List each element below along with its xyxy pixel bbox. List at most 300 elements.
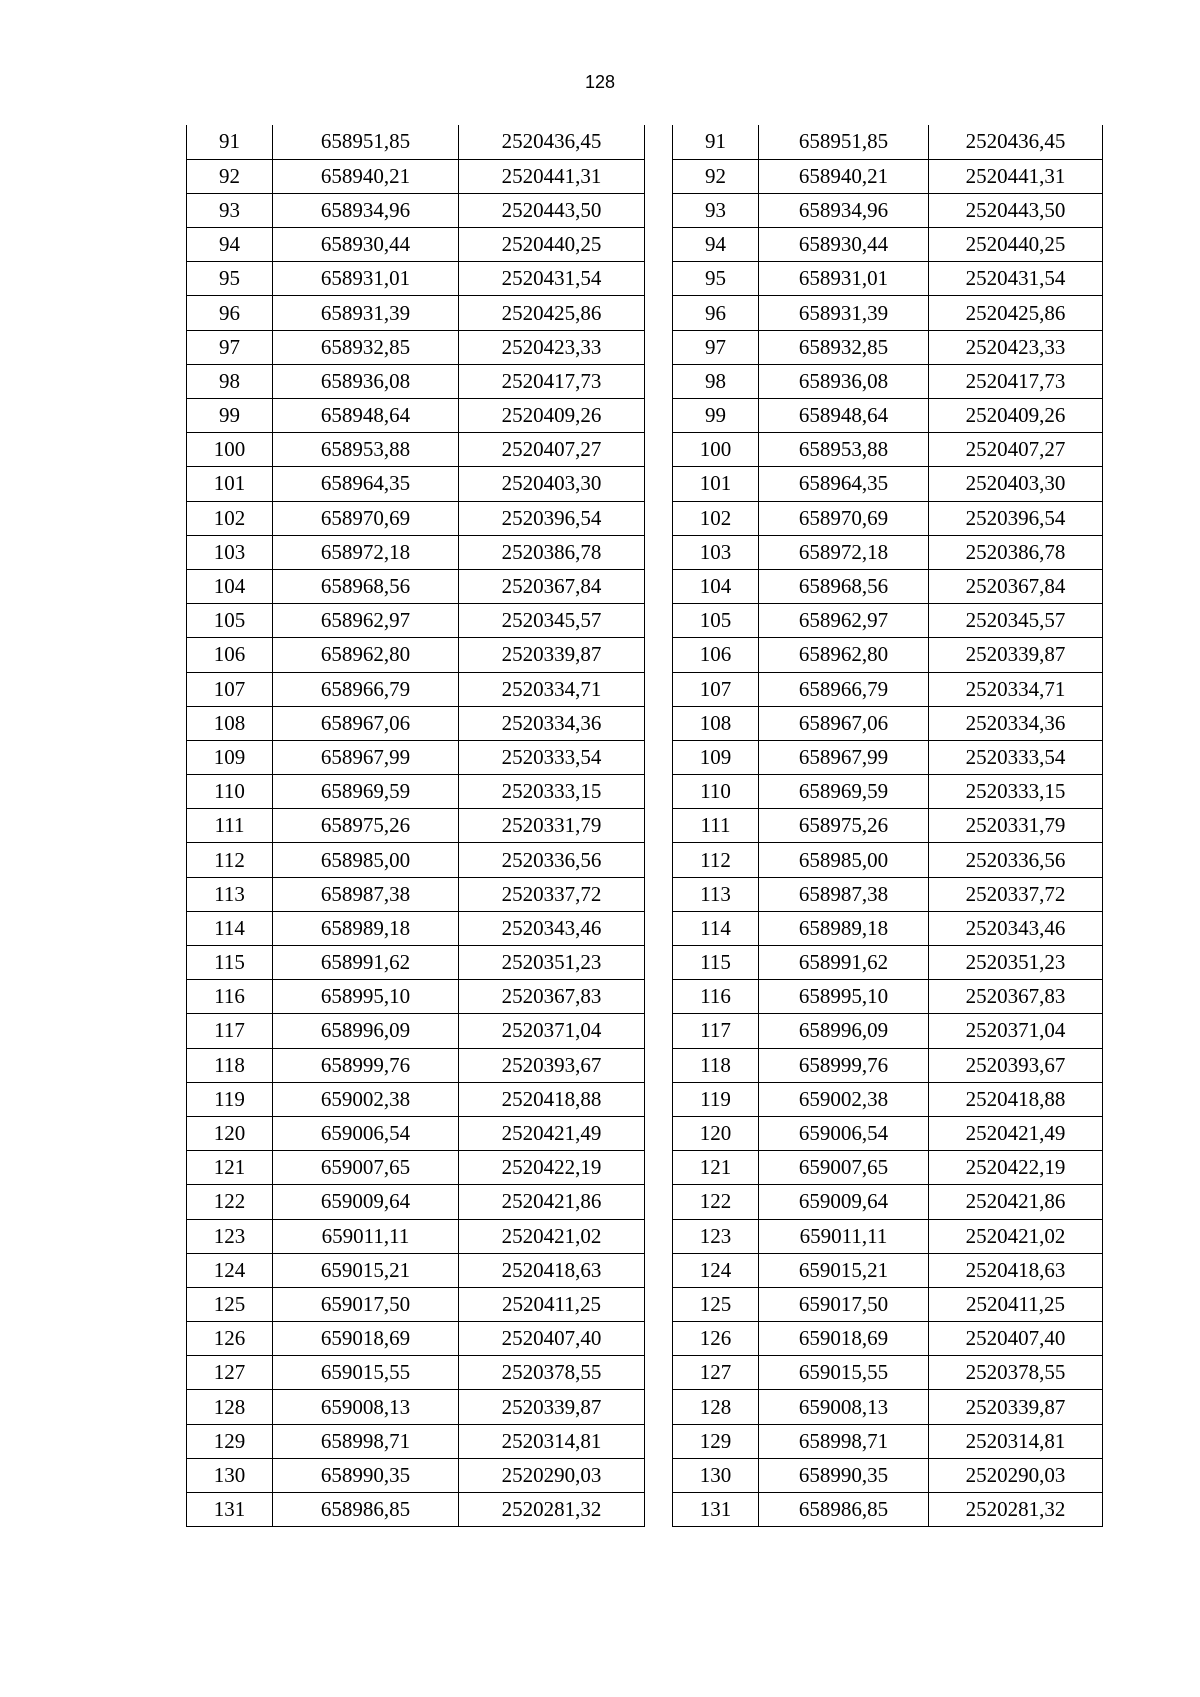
y-coordinate-cell: 2520417,73 [459,364,645,398]
y-coordinate-cell: 2520314,81 [459,1424,645,1458]
point-number-cell: 102 [673,501,759,535]
point-number-cell: 104 [673,569,759,603]
x-coordinate-cell: 658967,99 [273,740,459,774]
y-coordinate-cell: 2520378,55 [459,1356,645,1390]
point-number-cell: 107 [187,672,273,706]
y-coordinate-cell: 2520422,19 [459,1151,645,1185]
y-coordinate-cell: 2520378,55 [929,1356,1103,1390]
point-number-cell: 110 [187,775,273,809]
x-coordinate-cell: 658969,59 [759,775,929,809]
table-row [187,433,645,467]
y-coordinate-cell: 2520422,19 [929,1151,1103,1185]
point-number-cell: 121 [673,1151,759,1185]
y-coordinate-cell: 2520337,72 [459,877,645,911]
y-coordinate-cell: 2520418,88 [459,1082,645,1116]
y-coordinate-cell: 2520281,32 [929,1493,1103,1527]
point-number-cell: 93 [187,193,273,227]
x-coordinate-cell: 658968,56 [759,569,929,603]
y-coordinate-cell: 2520367,83 [929,980,1103,1014]
point-number-cell: 111 [673,809,759,843]
y-coordinate-cell: 2520443,50 [459,193,645,227]
point-number-cell: 97 [673,330,759,364]
table-row [673,228,1103,262]
point-number-cell: 126 [673,1322,759,1356]
point-number-cell: 101 [673,467,759,501]
point-number-cell: 106 [673,638,759,672]
y-coordinate-cell: 2520407,40 [459,1322,645,1356]
point-number-cell: 116 [673,980,759,1014]
y-coordinate-cell: 2520367,84 [929,569,1103,603]
point-number-cell: 119 [673,1082,759,1116]
x-coordinate-cell: 658934,96 [273,193,459,227]
table-row [187,1322,645,1356]
point-number-cell: 108 [187,706,273,740]
point-number-cell: 119 [187,1082,273,1116]
point-number-cell: 127 [187,1356,273,1390]
coordinate-table-right [672,125,1103,1527]
y-coordinate-cell: 2520314,81 [929,1424,1103,1458]
y-coordinate-cell: 2520367,84 [459,569,645,603]
y-coordinate-cell: 2520431,54 [459,262,645,296]
y-coordinate-cell: 2520339,87 [929,638,1103,672]
x-coordinate-cell: 658966,79 [759,672,929,706]
point-number-cell: 110 [673,775,759,809]
y-coordinate-cell: 2520407,40 [929,1322,1103,1356]
x-coordinate-cell: 658931,01 [759,262,929,296]
coordinate-table-right-body [673,125,1103,1527]
point-number-cell: 125 [673,1287,759,1321]
table-row [673,569,1103,603]
y-coordinate-cell: 2520351,23 [459,946,645,980]
y-coordinate-cell: 2520333,15 [459,775,645,809]
table-row [673,501,1103,535]
table-row [187,159,645,193]
table-row [673,946,1103,980]
table-row [187,946,645,980]
point-number-cell: 100 [673,433,759,467]
table-row [673,1458,1103,1492]
point-number-cell: 91 [673,125,759,159]
x-coordinate-cell: 658995,10 [273,980,459,1014]
y-coordinate-cell: 2520418,63 [459,1253,645,1287]
x-coordinate-cell: 658940,21 [759,159,929,193]
table-row [673,843,1103,877]
x-coordinate-cell: 658953,88 [759,433,929,467]
y-coordinate-cell: 2520386,78 [459,535,645,569]
table-row [673,296,1103,330]
x-coordinate-cell: 658989,18 [273,911,459,945]
coordinate-table-left-body [187,125,645,1527]
y-coordinate-cell: 2520393,67 [929,1048,1103,1082]
point-number-cell: 116 [187,980,273,1014]
table-row [673,604,1103,638]
y-coordinate-cell: 2520425,86 [459,296,645,330]
point-number-cell: 105 [673,604,759,638]
x-coordinate-cell: 659007,65 [759,1151,929,1185]
x-coordinate-cell: 659002,38 [273,1082,459,1116]
x-coordinate-cell: 658962,97 [273,604,459,638]
point-number-cell: 113 [187,877,273,911]
table-row [673,159,1103,193]
table-row [187,1356,645,1390]
y-coordinate-cell: 2520421,02 [459,1219,645,1253]
table-row [187,193,645,227]
y-coordinate-cell: 2520333,54 [929,740,1103,774]
point-number-cell: 91 [187,125,273,159]
y-coordinate-cell: 2520418,88 [929,1082,1103,1116]
point-number-cell: 94 [187,228,273,262]
y-coordinate-cell: 2520345,57 [929,604,1103,638]
table-row [673,877,1103,911]
y-coordinate-cell: 2520423,33 [929,330,1103,364]
table-row [187,1048,645,1082]
table-row [673,809,1103,843]
y-coordinate-cell: 2520423,33 [459,330,645,364]
x-coordinate-cell: 658995,10 [759,980,929,1014]
point-number-cell: 108 [673,706,759,740]
y-coordinate-cell: 2520345,57 [459,604,645,638]
y-coordinate-cell: 2520396,54 [459,501,645,535]
x-coordinate-cell: 658953,88 [273,433,459,467]
table-row [673,740,1103,774]
table-row [673,1014,1103,1048]
point-number-cell: 105 [187,604,273,638]
point-number-cell: 124 [673,1253,759,1287]
x-coordinate-cell: 659017,50 [759,1287,929,1321]
point-number-cell: 118 [187,1048,273,1082]
x-coordinate-cell: 658948,64 [273,399,459,433]
y-coordinate-cell: 2520331,79 [929,809,1103,843]
x-coordinate-cell: 658964,35 [273,467,459,501]
x-coordinate-cell: 658968,56 [273,569,459,603]
y-coordinate-cell: 2520386,78 [929,535,1103,569]
x-coordinate-cell: 658987,38 [273,877,459,911]
x-coordinate-cell: 658932,85 [273,330,459,364]
point-number-cell: 117 [673,1014,759,1048]
x-coordinate-cell: 658967,99 [759,740,929,774]
table-row [187,1219,645,1253]
point-number-cell: 100 [187,433,273,467]
x-coordinate-cell: 659006,54 [759,1116,929,1150]
x-coordinate-cell: 658969,59 [273,775,459,809]
x-coordinate-cell: 658975,26 [273,809,459,843]
table-row [187,1458,645,1492]
table-row [673,1151,1103,1185]
point-number-cell: 94 [673,228,759,262]
point-number-cell: 114 [673,911,759,945]
y-coordinate-cell: 2520339,87 [929,1390,1103,1424]
point-number-cell: 125 [187,1287,273,1321]
table-row [187,809,645,843]
point-number-cell: 131 [673,1493,759,1527]
point-number-cell: 113 [673,877,759,911]
table-row [673,1356,1103,1390]
y-coordinate-cell: 2520371,04 [929,1014,1103,1048]
y-coordinate-cell: 2520331,79 [459,809,645,843]
coordinate-table-left [186,125,645,1527]
table-row [187,672,645,706]
x-coordinate-cell: 658931,01 [273,262,459,296]
x-coordinate-cell: 658964,35 [759,467,929,501]
y-coordinate-cell: 2520336,56 [459,843,645,877]
x-coordinate-cell: 658966,79 [273,672,459,706]
x-coordinate-cell: 659018,69 [273,1322,459,1356]
table-row [673,706,1103,740]
table-row [187,1390,645,1424]
table-row [673,1322,1103,1356]
point-number-cell: 117 [187,1014,273,1048]
x-coordinate-cell: 658934,96 [759,193,929,227]
point-number-cell: 115 [187,946,273,980]
point-number-cell: 101 [187,467,273,501]
point-number-cell: 112 [673,843,759,877]
y-coordinate-cell: 2520334,71 [929,672,1103,706]
table-row [673,1287,1103,1321]
point-number-cell: 128 [187,1390,273,1424]
x-coordinate-cell: 658936,08 [273,364,459,398]
x-coordinate-cell: 659017,50 [273,1287,459,1321]
x-coordinate-cell: 658985,00 [759,843,929,877]
x-coordinate-cell: 658962,80 [759,638,929,672]
table-row [673,125,1103,159]
x-coordinate-cell: 658975,26 [759,809,929,843]
point-number-cell: 95 [187,262,273,296]
x-coordinate-cell: 658998,71 [759,1424,929,1458]
point-number-cell: 129 [673,1424,759,1458]
point-number-cell: 127 [673,1356,759,1390]
x-coordinate-cell: 658962,97 [759,604,929,638]
table-row [187,1014,645,1048]
y-coordinate-cell: 2520333,54 [459,740,645,774]
y-coordinate-cell: 2520436,45 [459,125,645,159]
point-number-cell: 123 [187,1219,273,1253]
point-number-cell: 121 [187,1151,273,1185]
x-coordinate-cell: 658948,64 [759,399,929,433]
x-coordinate-cell: 659009,64 [273,1185,459,1219]
y-coordinate-cell: 2520343,46 [929,911,1103,945]
table-row [187,1253,645,1287]
table-row [187,1287,645,1321]
table-row [187,262,645,296]
table-row [187,501,645,535]
table-row [673,775,1103,809]
x-coordinate-cell: 658989,18 [759,911,929,945]
x-coordinate-cell: 658972,18 [759,535,929,569]
x-coordinate-cell: 658931,39 [759,296,929,330]
y-coordinate-cell: 2520334,36 [929,706,1103,740]
point-number-cell: 114 [187,911,273,945]
point-number-cell: 96 [673,296,759,330]
y-coordinate-cell: 2520393,67 [459,1048,645,1082]
point-number-cell: 107 [673,672,759,706]
y-coordinate-cell: 2520343,46 [459,911,645,945]
x-coordinate-cell: 658972,18 [273,535,459,569]
point-number-cell: 130 [187,1458,273,1492]
point-number-cell: 118 [673,1048,759,1082]
table-row [673,1219,1103,1253]
point-number-cell: 96 [187,296,273,330]
point-number-cell: 124 [187,1253,273,1287]
x-coordinate-cell: 659002,38 [759,1082,929,1116]
point-number-cell: 129 [187,1424,273,1458]
table-row [187,1493,645,1527]
table-row [673,1082,1103,1116]
point-number-cell: 115 [673,946,759,980]
x-coordinate-cell: 658970,69 [273,501,459,535]
table-row [187,1082,645,1116]
table-row [187,399,645,433]
page-number: 128 [584,72,616,92]
y-coordinate-cell: 2520403,30 [459,467,645,501]
point-number-cell: 128 [673,1390,759,1424]
y-coordinate-cell: 2520411,25 [459,1287,645,1321]
y-coordinate-cell: 2520334,71 [459,672,645,706]
x-coordinate-cell: 658986,85 [273,1493,459,1527]
x-coordinate-cell: 658991,62 [759,946,929,980]
table-row [187,1116,645,1150]
y-coordinate-cell: 2520409,26 [929,399,1103,433]
table-row [673,535,1103,569]
point-number-cell: 112 [187,843,273,877]
table-row [673,672,1103,706]
table-row [187,604,645,638]
y-coordinate-cell: 2520441,31 [459,159,645,193]
x-coordinate-cell: 658951,85 [273,125,459,159]
x-coordinate-cell: 658987,38 [759,877,929,911]
y-coordinate-cell: 2520407,27 [929,433,1103,467]
y-coordinate-cell: 2520371,04 [459,1014,645,1048]
x-coordinate-cell: 658991,62 [273,946,459,980]
y-coordinate-cell: 2520337,72 [929,877,1103,911]
y-coordinate-cell: 2520441,31 [929,159,1103,193]
table-row [187,569,645,603]
point-number-cell: 123 [673,1219,759,1253]
x-coordinate-cell: 659015,55 [273,1356,459,1390]
point-number-cell: 126 [187,1322,273,1356]
table-row [673,467,1103,501]
point-number-cell: 130 [673,1458,759,1492]
y-coordinate-cell: 2520290,03 [459,1458,645,1492]
x-coordinate-cell: 658936,08 [759,364,929,398]
table-row [673,1253,1103,1287]
y-coordinate-cell: 2520396,54 [929,501,1103,535]
table-row [187,843,645,877]
x-coordinate-cell: 658930,44 [759,228,929,262]
table-row [187,535,645,569]
x-coordinate-cell: 659015,21 [759,1253,929,1287]
x-coordinate-cell: 658998,71 [273,1424,459,1458]
x-coordinate-cell: 658986,85 [759,1493,929,1527]
x-coordinate-cell: 658999,76 [759,1048,929,1082]
y-coordinate-cell: 2520421,49 [929,1116,1103,1150]
x-coordinate-cell: 658967,06 [273,706,459,740]
x-coordinate-cell: 659009,64 [759,1185,929,1219]
y-coordinate-cell: 2520425,86 [929,296,1103,330]
point-number-cell: 122 [673,1185,759,1219]
point-number-cell: 111 [187,809,273,843]
y-coordinate-cell: 2520409,26 [459,399,645,433]
table-row [187,638,645,672]
table-row [187,1151,645,1185]
point-number-cell: 103 [187,535,273,569]
x-coordinate-cell: 659008,13 [273,1390,459,1424]
y-coordinate-cell: 2520417,73 [929,364,1103,398]
x-coordinate-cell: 658931,39 [273,296,459,330]
table-row [673,638,1103,672]
point-number-cell: 98 [673,364,759,398]
x-coordinate-cell: 658967,06 [759,706,929,740]
table-row [673,433,1103,467]
table-row [187,125,645,159]
point-number-cell: 103 [673,535,759,569]
y-coordinate-cell: 2520418,63 [929,1253,1103,1287]
y-coordinate-cell: 2520440,25 [459,228,645,262]
x-coordinate-cell: 658990,35 [273,1458,459,1492]
point-number-cell: 120 [673,1116,759,1150]
point-number-cell: 102 [187,501,273,535]
x-coordinate-cell: 659011,11 [273,1219,459,1253]
table-row [187,775,645,809]
point-number-cell: 109 [673,740,759,774]
x-coordinate-cell: 659018,69 [759,1322,929,1356]
x-coordinate-cell: 659015,55 [759,1356,929,1390]
x-coordinate-cell: 658999,76 [273,1048,459,1082]
table-row [673,1424,1103,1458]
table-row [187,740,645,774]
x-coordinate-cell: 658985,00 [273,843,459,877]
x-coordinate-cell: 659007,65 [273,1151,459,1185]
table-row [673,911,1103,945]
y-coordinate-cell: 2520421,86 [459,1185,645,1219]
x-coordinate-cell: 658996,09 [273,1014,459,1048]
point-number-cell: 97 [187,330,273,364]
y-coordinate-cell: 2520281,32 [459,1493,645,1527]
x-coordinate-cell: 659008,13 [759,1390,929,1424]
y-coordinate-cell: 2520339,87 [459,638,645,672]
x-coordinate-cell: 658940,21 [273,159,459,193]
table-row [187,364,645,398]
point-number-cell: 99 [673,399,759,433]
point-number-cell: 109 [187,740,273,774]
y-coordinate-cell: 2520436,45 [929,125,1103,159]
table-row [187,877,645,911]
table-row [187,467,645,501]
table-row [187,228,645,262]
x-coordinate-cell: 658990,35 [759,1458,929,1492]
y-coordinate-cell: 2520367,83 [459,980,645,1014]
y-coordinate-cell: 2520431,54 [929,262,1103,296]
table-row [673,1116,1103,1150]
y-coordinate-cell: 2520336,56 [929,843,1103,877]
x-coordinate-cell: 658951,85 [759,125,929,159]
x-coordinate-cell: 658970,69 [759,501,929,535]
y-coordinate-cell: 2520421,86 [929,1185,1103,1219]
point-number-cell: 104 [187,569,273,603]
x-coordinate-cell: 658932,85 [759,330,929,364]
point-number-cell: 92 [187,159,273,193]
table-row [673,330,1103,364]
y-coordinate-cell: 2520407,27 [459,433,645,467]
table-row [673,364,1103,398]
x-coordinate-cell: 659006,54 [273,1116,459,1150]
table-row [673,193,1103,227]
point-number-cell: 98 [187,364,273,398]
x-coordinate-cell: 659015,21 [273,1253,459,1287]
table-row [673,399,1103,433]
table-row [187,296,645,330]
point-number-cell: 120 [187,1116,273,1150]
y-coordinate-cell: 2520421,49 [459,1116,645,1150]
